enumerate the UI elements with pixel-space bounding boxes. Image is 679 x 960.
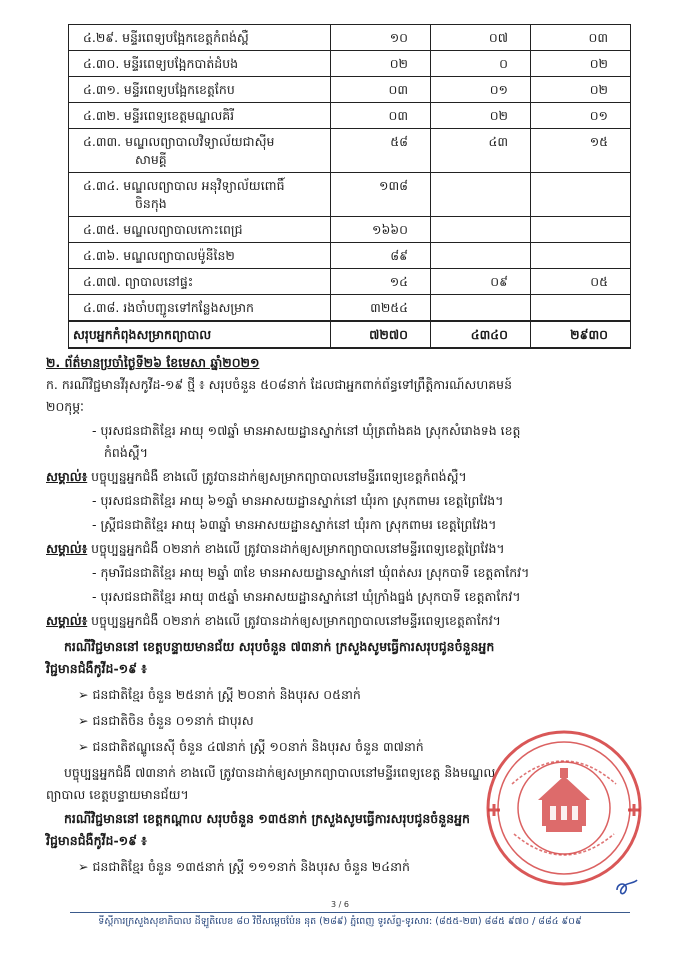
patients-table <box>68 24 631 349</box>
facility-name-cell <box>69 25 331 51</box>
facility-name: ៤.៣២. មន្ទីរពេទ្យខេត្តមណ្ឌលគិរី <box>83 108 235 123</box>
count-cell-2 <box>431 295 531 322</box>
count-cell-2 <box>431 173 531 217</box>
banteay-meanchey-summary-line2: វិជ្ជមានជំងឺកូវីដ-១៩ ៖ <box>46 661 147 676</box>
case-entry-cont: កំពង់ស្ពឺ។ <box>104 445 148 460</box>
count-cell-2: ៤៣ <box>431 129 531 173</box>
facility-name-cont: សាមគ្គី <box>135 152 167 167</box>
count-cell-1: ០២ <box>331 51 431 77</box>
total-count-2: ៤៣៤០ <box>431 321 531 348</box>
facility-name-cell <box>69 269 331 295</box>
current-patients-line1: បច្ចុប្បន្នអ្នកជំងឺ ៧៣នាក់ ខាងលើ ត្រូវបានដាក់ឲ្យសម្រាកព្យាបាលនៅមន្ទីរពេទ្យខេត្ត និងមណ្ឌល <box>64 765 496 780</box>
facility-name: ៤.២៩. មន្ទីរពេទ្យបង្អែកខេត្តកំពង់ស្ពឺ <box>83 30 249 45</box>
note-paragraph <box>46 538 505 560</box>
count-cell-3: ១៥ <box>531 129 631 173</box>
note-label: សម្គាល់៖ <box>46 541 88 556</box>
facility-name: ៤.៣៧. ព្យាបាលនៅផ្ទះ <box>83 274 194 289</box>
banteay-meanchey-summary-line1: ករណីវិជ្ជមាននៅ ខេត្តបន្ទាយមានជ័យ សរុបចំនួន ៧៣នាក់ ក្រសួងសូមធ្វើការសរុបជូនចំនួនអ្នក <box>64 639 495 654</box>
count-cell-3 <box>531 295 631 322</box>
table-row <box>69 173 631 217</box>
count-cell-1: ៥៨ <box>331 129 431 173</box>
count-cell-1: ១៤ <box>331 269 431 295</box>
facility-name: ៤.៣០. មន្ទីរពេទ្យបង្អែកបាត់ដំបង <box>83 56 239 71</box>
kandal-summary-line1: ករណីវិជ្ជមាននៅ ខេត្តកណ្ដាល សរុបចំនួន ១៣៥នាក់ ក្រសួងសូមធ្វើការសរុបជូនចំនួនអ្នក <box>64 811 470 826</box>
count-cell-3: ០២ <box>531 77 631 103</box>
count-cell-2 <box>431 243 531 269</box>
table-total-row <box>69 321 631 348</box>
section-heading: ២. ព័ត៌មានប្រចាំថ្ងៃទី២៦ ខែមេសា ឆ្នាំ២០២១ <box>46 355 260 370</box>
note-paragraph <box>46 610 501 632</box>
signature-mark <box>614 878 640 898</box>
facility-name-cell <box>69 295 331 322</box>
facility-name: ៤.៣១. មន្ទីរពេទ្យបង្អែកខេត្តកែប <box>83 82 235 97</box>
footer-divider <box>70 912 630 913</box>
count-cell-1: ៨៩ <box>331 243 431 269</box>
count-cell-3 <box>531 243 631 269</box>
facility-name: ៤.៣៥. មណ្ឌលព្យាបាលកោះពេជ្រ <box>83 222 243 237</box>
facility-name-cell <box>69 217 331 243</box>
case-entry: - ស្ត្រីជនជាតិខ្មែរ អាយុ ៦៣ឆ្នាំ មានអាសយដ្ឋានស្នាក់នៅ ឃុំរកា ស្រុកពាមរ ខេត្តព្រៃវែង។ <box>92 517 497 532</box>
count-cell-1: ០៣ <box>331 77 431 103</box>
total-count-3: ២៩៣០ <box>531 321 631 348</box>
table-row <box>69 129 631 173</box>
note-text: បច្ចុប្បន្នអ្នកជំងឺ ០២នាក់ ខាងលើ ត្រូវបានដាក់ឲ្យសម្រាកព្យាបាលនៅមន្ទីរពេទ្យខេត្តតាកែវ។ <box>87 613 501 628</box>
bullet-item: ➢ ជនជាតិខ្មែរ ចំនួន ១៣៥នាក់ ស្ត្រី ១១១នាក់ និងបុរស ចំនួន ២៤នាក់ <box>78 859 410 874</box>
table-row <box>69 25 631 51</box>
table-row <box>69 77 631 103</box>
bullet-item: ➢ ជនជាតិឥណ្ឌូនេស៊ី ចំនួន ៤៧នាក់ ស្ត្រី ១០នាក់ និងបុរស ចំនួន ៣៧នាក់ <box>78 739 424 754</box>
bullet-item: ➢ ជនជាតិចិន ចំនួន ០១នាក់ ជាបុរស <box>78 713 254 728</box>
note-text: បច្ចុប្បន្នអ្នកជំងឺ ០២នាក់ ខាងលើ ត្រូវបានដាក់ឲ្យសម្រាកព្យាបាលនៅមន្ទីរពេទ្យខេត្តព្រៃវែង។ <box>87 541 505 556</box>
facility-name-cell <box>69 51 331 77</box>
count-cell-2 <box>431 217 531 243</box>
facility-name: ៤.៣៨. រងចាំបញ្ជូនទៅកន្លែងសម្រាក <box>83 300 254 315</box>
facility-name-cont: ចិនកុង <box>135 196 167 211</box>
new-cases-intro-line2: ២០កុម្ភៈ <box>46 399 84 414</box>
facility-name: ៤.៣៤. មណ្ឌលព្យាបាល អនុវិទ្យាល័យពោធិ៍ <box>83 178 285 193</box>
facility-name-cell <box>69 129 331 173</box>
facility-name-cell <box>69 243 331 269</box>
kandal-summary-line2: វិជ្ជមានជំងឺកូវីដ-១៩ ៖ <box>46 833 147 848</box>
count-cell-2: ០១ <box>431 77 531 103</box>
case-entry: - បុរសជនជាតិខ្មែរ អាយុ ៦១ឆ្នាំ មានអាសយដ្ឋានស្នាក់នៅ ឃុំរកា ស្រុកពាមរ ខេត្តព្រៃវែង។ <box>92 493 504 508</box>
count-cell-2: ០ <box>431 51 531 77</box>
table-row <box>69 295 631 322</box>
count-cell-2: ០៧ <box>431 25 531 51</box>
case-entry: - បុរសជនជាតិខ្មែរ អាយុ ៣៥ឆ្នាំ មានអាសយដ្ឋានស្នាក់នៅ ឃុំក្រាំងធ្នង់ ស្រុកបាទី ខេត្តតាកែវ។ <box>92 589 521 604</box>
bullet-item: ➢ ជនជាតិខ្មែរ ចំនួន ២៥នាក់ ស្ត្រី ២០នាក់ និងបុរស ០៥នាក់ <box>78 687 361 702</box>
table-row <box>69 217 631 243</box>
count-cell-3 <box>531 217 631 243</box>
patients-table-body <box>69 25 631 349</box>
count-cell-1: ១៦៦០ <box>331 217 431 243</box>
total-count-1: ៧២៧០ <box>331 321 431 348</box>
footer-address: ទីស្តីការក្រសួងសុខាភិបាល ដីឡូតិលេខ ៨០ វិថីសម្ដេចប៉ែន នុត (២៨៩) ភ្នំពេញ ទូរស័ព្ទ-ទូរសារ: (៨៥៥-២៣) ៨៨៥ ៩៧០ / ៨៨៤ ៩០៩ <box>98 916 582 927</box>
note-text: បច្ចុប្បន្នអ្នកជំងឺ ខាងលើ ត្រូវបានដាក់ឲ្យសម្រាកព្យាបាលនៅមន្ទីរពេទ្យខេត្តកំពង់ស្ពឺ។ <box>87 469 467 484</box>
count-cell-1: ០៣ <box>331 103 431 129</box>
count-cell-1: ១០ <box>331 25 431 51</box>
facility-name-cell <box>69 103 331 129</box>
count-cell-1: ១៣៨ <box>331 173 431 217</box>
facility-name: ៤.៣៣. មណ្ឌលព្យាបាលវិទ្យាល័យជាស៊ីម <box>83 134 275 149</box>
table-row <box>69 243 631 269</box>
facility-name-cell <box>69 173 331 217</box>
facility-name-cell <box>69 77 331 103</box>
count-cell-3: ០៣ <box>531 25 631 51</box>
note-label: សម្គាល់៖ <box>46 613 88 628</box>
count-cell-3: ០២ <box>531 51 631 77</box>
note-paragraph <box>46 466 467 488</box>
count-cell-3: ០១ <box>531 103 631 129</box>
count-cell-3: ០៥ <box>531 269 631 295</box>
new-cases-intro-line1: ក. ករណីវិជ្ជមានវីរុសកូវីដ-១៩ ថ្មី ៖ សរុបចំនួន ៥០៨នាក់ ដែលជាអ្នកពាក់ព័ន្ធទៅព្រឹត្តិការណ៍សហគមន៍ <box>46 377 513 392</box>
count-cell-2: ០៩ <box>431 269 531 295</box>
current-patients-line2: ព្យាបាល ខេត្តបន្ទាយមានជ័យ។ <box>46 787 189 802</box>
table-row <box>69 103 631 129</box>
count-cell-1: ៣២៥៤ <box>331 295 431 322</box>
count-cell-3 <box>531 173 631 217</box>
official-seal-stamp <box>482 726 646 890</box>
case-entry: - បុរសជនជាតិខ្មែរ អាយុ ១៧ឆ្នាំ មានអាសយដ្ឋានស្នាក់នៅ ឃុំត្រពាំងគង ស្រុកសំរោងទង ខេត្ត <box>92 423 521 438</box>
case-entry: - កុមារីជនជាតិខ្មែរ អាយុ ២ឆ្នាំ ៣ខែ មានអាសយដ្ឋានស្នាក់នៅ ឃុំពត់សរ ស្រុកបាទី ខេត្តតាកែវ។ <box>92 565 530 580</box>
count-cell-2: ០២ <box>431 103 531 129</box>
page-number: 3 / 6 <box>331 900 349 909</box>
facility-name: ៤.៣៦. មណ្ឌលព្យាបាលម៉ូនីនៃ២ <box>83 248 235 263</box>
total-label: សរុបអ្នកកំពុងសម្រាកព្យាបាល <box>69 321 331 348</box>
table-row <box>69 51 631 77</box>
table-row <box>69 269 631 295</box>
note-label: សម្គាល់៖ <box>46 469 88 484</box>
